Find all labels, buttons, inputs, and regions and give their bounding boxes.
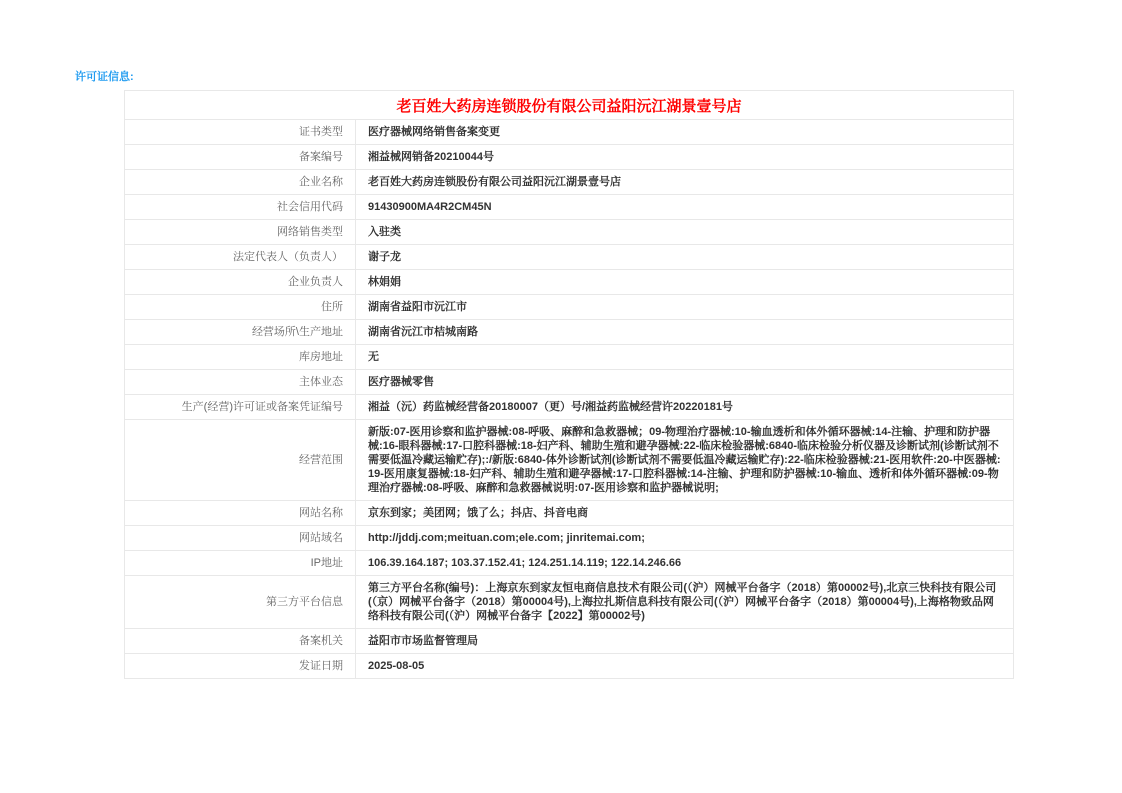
row-label: 经营场所\生产地址	[125, 320, 356, 344]
table-row	[125, 654, 1013, 678]
row-label: 发证日期	[125, 654, 356, 678]
row-label: 第三方平台信息	[125, 576, 356, 628]
row-label: 住所	[125, 295, 356, 319]
row-value: 第三方平台名称(编号)：上海京东到家友恒电商信息技术有限公司(（沪）网械平台备字（2018）第00002号),北京三快科技有限公司(（京）网械平台备字（2018）第00004号),上海拉扎斯信息科技有限公司(（沪）网械平台备字（2018）第00004号),上海格物致品网络科技有限公司(（沪）网械平台备字【2022】第00002号)	[368, 582, 997, 622]
row-value: 医疗器械网络销售备案变更	[368, 126, 500, 138]
row-value: 湖南省沅江市桔城南路	[368, 326, 478, 338]
row-value: 入驻类	[368, 226, 401, 238]
row-label: 社会信用代码	[125, 195, 356, 219]
row-label: 网站域名	[125, 526, 356, 550]
row-value: 医疗器械零售	[368, 376, 434, 388]
row-label: IP地址	[125, 551, 356, 575]
row-value: 京东到家；美团网；饿了么；抖店、抖音电商	[368, 507, 588, 519]
table-row	[125, 245, 1013, 270]
row-value: 湘益械网销备20210044号	[368, 151, 494, 163]
row-value: 2025-08-05	[368, 660, 425, 672]
company-title: 老百姓大药房连锁股份有限公司益阳沅江湖景壹号店	[125, 91, 1013, 120]
row-value: 新版:07-医用诊察和监护器械:08-呼吸、麻醉和急救器械；09-物理治疗器械:10-输血透析和体外循环器械:14-注输、护理和防护器械:16-眼科器械:17-口腔科器械:18-妇产科、辅助生殖和避孕器械:22-临床检验器械:6840-临床检验分析仪器及诊断试剂(诊断试剂不需要低温冷藏运输贮存);:/新版:6840-体外诊断试剂(诊断试剂不需要低温冷藏运输贮存):22-临床检验器械:21-医用软件:20-中医器械:19-医用康复器械:18-妇产科、辅助生殖和避孕器械:17-口腔科器械:14-注输、护理和防护器械:10-输血、透析和体外循环器械:09-物理治疗器械:08-呼吸、麻醉和急救器械说明:07-医用诊察和监护器械说明;	[368, 426, 1001, 494]
row-label: 网站名称	[125, 501, 356, 525]
row-label: 经营范围	[125, 420, 356, 500]
row-value: 无	[368, 351, 379, 363]
table-row	[125, 195, 1013, 220]
table-row	[125, 420, 1013, 501]
row-value: 106.39.164.187; 103.37.152.41; 124.251.14.119; 122.14.246.66	[368, 557, 682, 569]
row-label: 备案机关	[125, 629, 356, 653]
row-value: 老百姓大药房连锁股份有限公司益阳沅江湖景壹号店	[368, 176, 621, 188]
table-row	[125, 145, 1013, 170]
table-row	[125, 295, 1013, 320]
row-label: 证书类型	[125, 120, 356, 144]
table-row	[125, 526, 1013, 551]
table-row	[125, 576, 1013, 629]
row-value: 谢子龙	[368, 251, 401, 263]
table-row	[125, 220, 1013, 245]
table-row	[125, 395, 1013, 420]
row-value: http://jddj.com;meituan.com;ele.com; jinritemai.com;	[368, 532, 645, 544]
row-value: 林娟娟	[368, 276, 401, 288]
row-label: 企业负责人	[125, 270, 356, 294]
table-row	[125, 370, 1013, 395]
table-row	[125, 270, 1013, 295]
table-row	[125, 320, 1013, 345]
table-row	[125, 551, 1013, 576]
table-row	[125, 170, 1013, 195]
row-value: 湖南省益阳市沅江市	[368, 301, 467, 313]
row-label: 企业名称	[125, 170, 356, 194]
row-label: 网络销售类型	[125, 220, 356, 244]
row-label: 法定代表人（负责人）	[125, 245, 356, 269]
row-value: 湘益（沅）药监械经营备20180007（更）号/湘益药监械经营许20220181号	[368, 401, 733, 413]
row-label: 生产(经营)许可证或备案凭证编号	[125, 395, 356, 419]
row-label: 库房地址	[125, 345, 356, 369]
row-label: 备案编号	[125, 145, 356, 169]
table-rows	[125, 120, 1013, 678]
table-row	[125, 120, 1013, 145]
row-value: 91430900MA4R2CM45N	[368, 201, 492, 213]
table-row	[125, 629, 1013, 654]
table-row	[125, 345, 1013, 370]
table-row	[125, 501, 1013, 526]
license-info-label: 许可证信息:	[75, 71, 134, 83]
row-value: 益阳市市场监督管理局	[368, 635, 478, 647]
license-table	[124, 90, 1014, 679]
row-label: 主体业态	[125, 370, 356, 394]
